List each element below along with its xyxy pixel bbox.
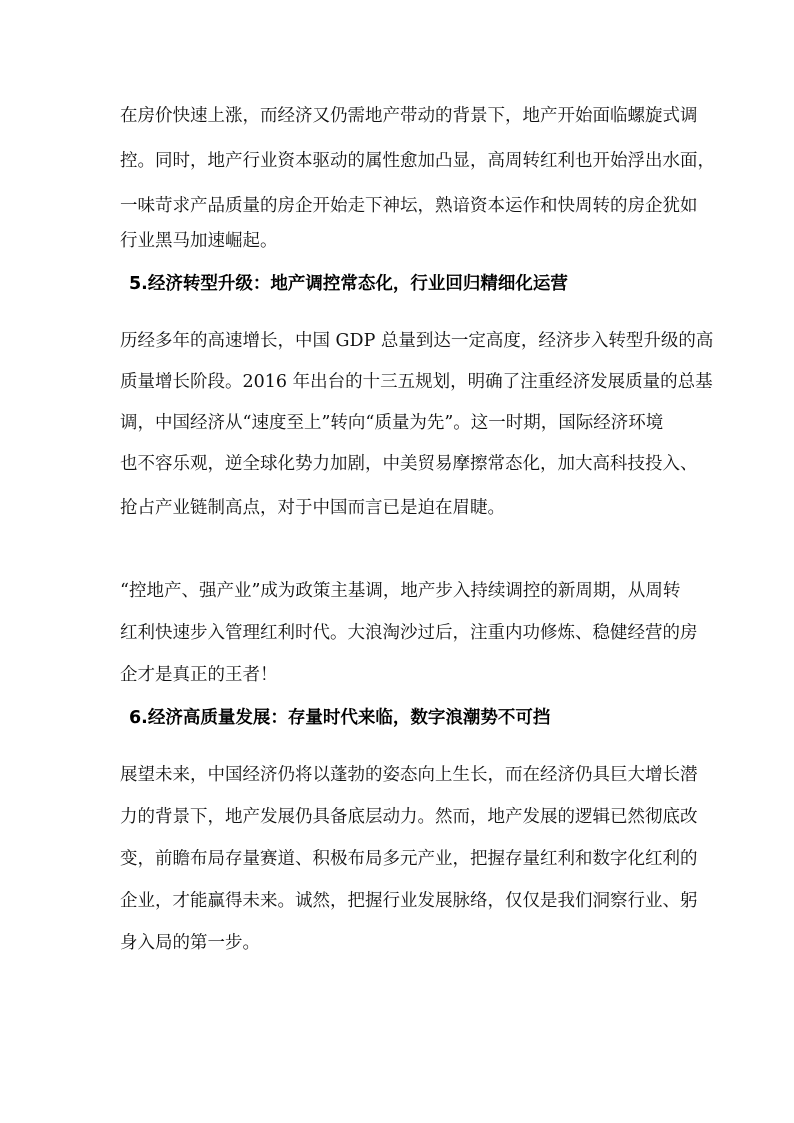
paragraph-line: 红利快速步入管理红利时代。大浪淘沙过后，注重内功修炼、稳健经营的房 [120,623,698,643]
paragraph-line: 力的背景下，地产发展仍具备底层动力。然而，地产发展的逻辑已然彻底改 [120,807,698,827]
paragraph-line: 控。同时，地产行业资本驱动的属性愈加凸显，高周转红利也开始浮出水面， [120,151,715,171]
paragraph-line: 质量增长阶段。2016 年出台的十三五规划，明确了注重经济发展质量的总基 [120,372,713,392]
paragraph-line: 变，前瞻布局存量赛道、积极布局多元产业，把握存量红利和数字化红利的 [120,849,698,869]
paragraph-line: 调，中国经济从“速度至上”转向“质量为先”。这一时期，国际经济环境 [120,413,664,433]
paragraph-line: 历经多年的高速增长，中国 GDP 总量到达一定高度，经济步入转型升级的高 [120,331,714,351]
paragraph-line: 企业，才能赢得未来。诚然，把握行业发展脉络，仅仅是我们洞察行业、躬 [120,891,698,911]
paragraph-line: 行业黑马加速崛起。 [120,231,278,251]
paragraph-line: 展望未来，中国经济仍将以蓬勃的姿态向上生长，而在经济仍具巨大增长潜 [120,765,698,785]
section-heading-5: 5.经济转型升级：地产调控常态化，行业回归精细化运营 [129,274,568,294]
paragraph-line: 一味苛求产品质量的房企开始走下神坛，熟谙资本运作和快周转的房企犹如 [120,196,698,216]
paragraph-line: 企才是真正的王者！ [120,665,278,685]
paragraph-line: “控地产、强产业”成为政策主基调，地产步入持续调控的新周期，从周转 [120,581,681,601]
paragraph-line: 抢占产业链制高点，对于中国而言已是迫在眉睫。 [120,498,505,518]
paragraph-line: 在房价快速上涨，而经济又仍需地产带动的背景下，地产开始面临螺旋式调 [120,106,698,126]
paragraph-line: 也不容乐观，逆全球化势力加剧，中美贸易摩擦常态化，加大高科技投入、 [120,454,698,474]
section-heading-6: 6.经济高质量发展：存量时代来临，数字浪潮势不可挡 [129,708,551,728]
paragraph-line: 身入局的第一步。 [120,933,260,953]
